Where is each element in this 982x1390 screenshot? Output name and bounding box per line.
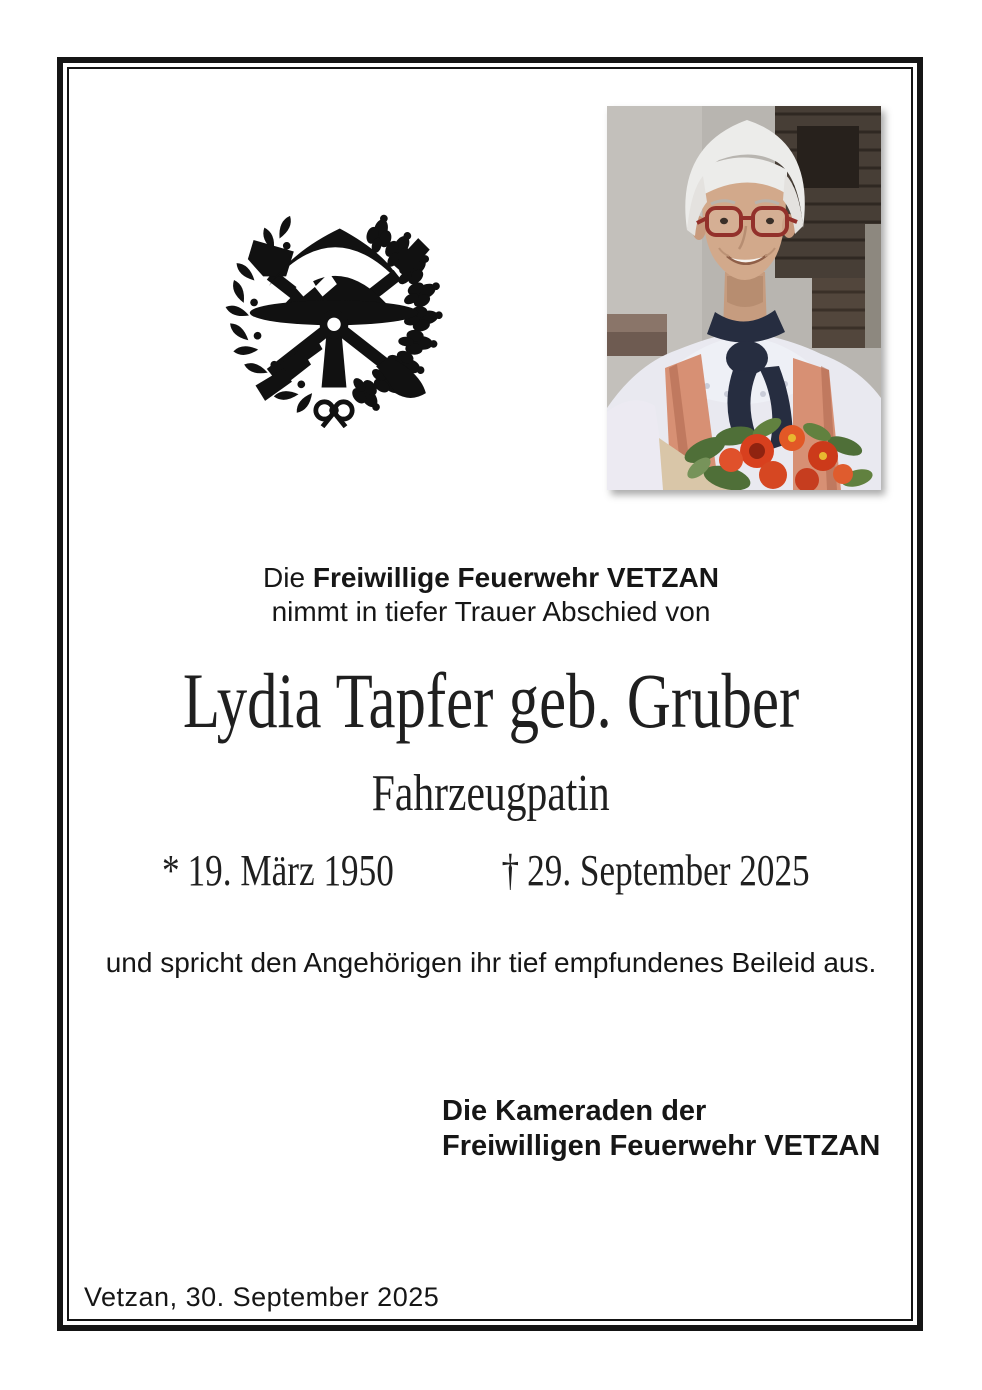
life-dates <box>0 845 982 896</box>
death-date: † 29. September 2025 <box>501 846 810 895</box>
fire-brigade-emblem-icon <box>200 188 468 428</box>
birth-symbol: * <box>162 846 181 895</box>
signature-line-2: Freiwilligen Feuerwehr VETZAN <box>442 1130 881 1162</box>
portrait-photo <box>607 106 881 490</box>
death-symbol: † <box>501 846 520 895</box>
intro-line-1 <box>0 561 982 595</box>
condolence-text: und spricht den Angehörigen ihr tief empfundenes Beileid aus. <box>105 947 877 978</box>
place-date: Vetzan, 30. September 2025 <box>84 1282 440 1312</box>
signature-block <box>442 1094 880 1164</box>
organization-name: Freiwillige Feuerwehr VETZAN <box>312 562 719 593</box>
deceased-role: Fahrzeugpatin <box>372 765 610 822</box>
deceased-name: Lydia Tapfer geb. Gruber <box>182 657 800 744</box>
intro-prefix: Die <box>263 562 313 593</box>
intro-lines <box>0 561 982 629</box>
birth-date: * 19. März 1950 <box>162 846 395 895</box>
signature-line-1: Die Kameraden der <box>442 1095 707 1127</box>
intro-line-2: nimmt in tiefer Trauer Abschied von <box>271 596 711 627</box>
